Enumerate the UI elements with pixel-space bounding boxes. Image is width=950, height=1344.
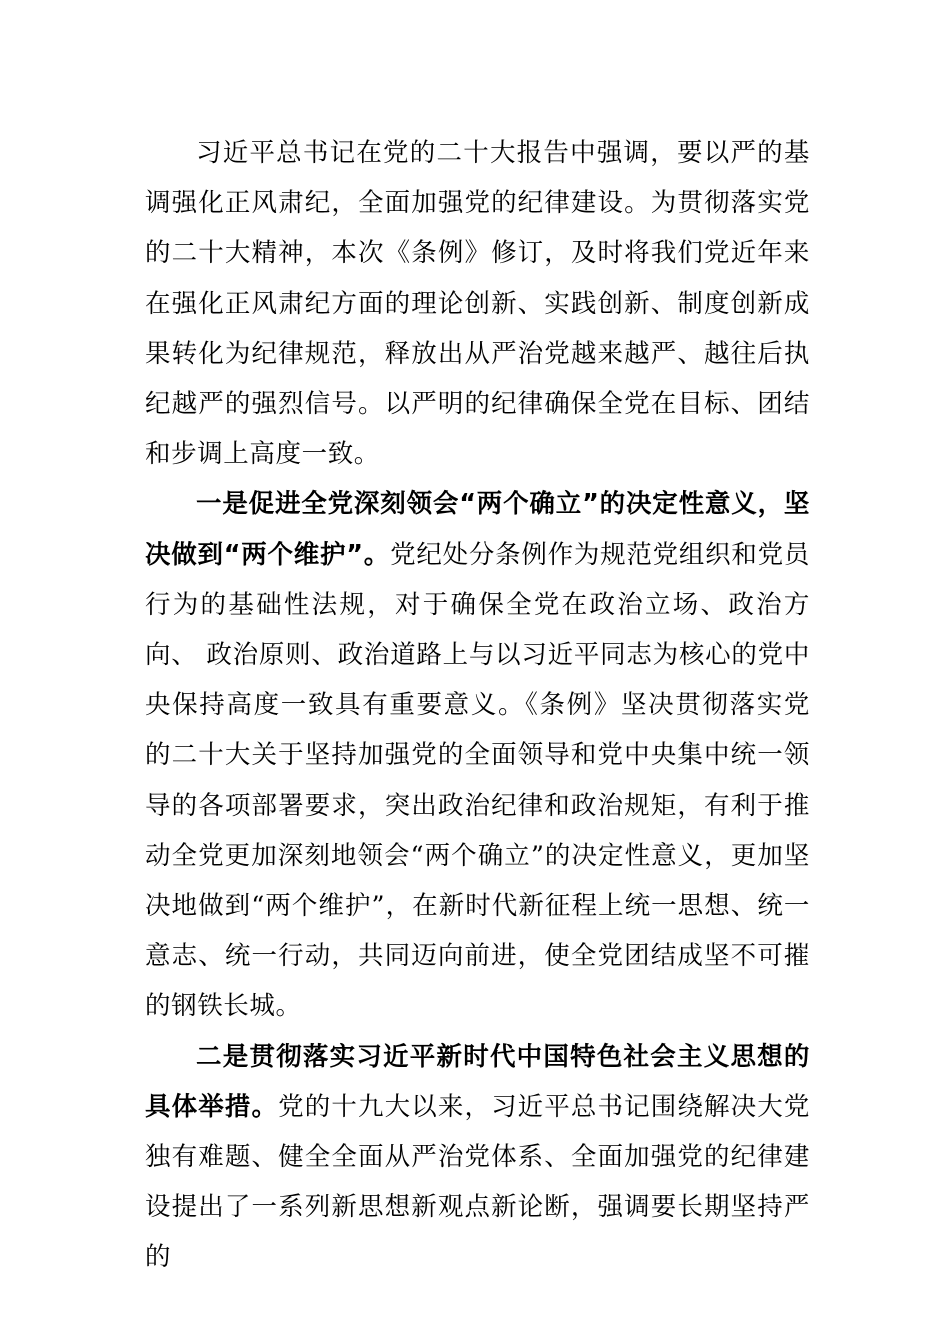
point-one-paragraph: [145, 479, 810, 1031]
point-two-heading: 二是贯彻落实习近平新时代中国特色社会主义思想的具体举措。: [145, 1041, 810, 1122]
point-one-heading: 一是促进全党深刻领会“两个确立”的决定性意义，坚决做到“两个维护”。: [145, 489, 810, 570]
point-two-text: 党的十九大以来，习近平总书记围绕解决大党独有难题、健全全面从严治党体系、全面加强党的纪律建设提出了一系列新思想新观点新论断，强调要长期坚持严的: [145, 1091, 810, 1273]
point-one-text: 党纪处分条例作为规范党组织和党员行为的基础性法规，对于确保全党在政治立场、政治方向、 政治原则、政治道路上与以习近平同志为核心的党中央保持高度一致具有重要意义。《条例》坚决贯彻落实党的二十大关于坚持加强党的全面领导和党中央集中统一领导的各项部署要求，突出政治纪律和政治规矩，有利于推动全党更加深刻地领会“两个确立”的决定性意义，更加坚决地做到“两个维护”，在新时代新征程上统一思想、统一意志、统一行动，共同迈向前进，使全党团结成坚不可摧的钢铁长城。: [145, 539, 810, 1022]
document-body: [145, 128, 810, 1283]
point-two-paragraph: [145, 1032, 810, 1283]
intro-paragraph-text: 习近平总书记在党的二十大报告中强调，要以严的基调强化正风肃纪，全面加强党的纪律建设。为贯彻落实党的二十大精神，本次《条例》修订，及时将我们党近年来在强化正风肃纪方面的理论创新、实践创新、制度创新成果转化为纪律规范，释放出从严治党越来越严、越往后执纪越严的强烈信号。以严明的纪律确保全党在目标、团结和步调上高度一致。: [145, 138, 810, 470]
intro-paragraph: [145, 128, 810, 479]
